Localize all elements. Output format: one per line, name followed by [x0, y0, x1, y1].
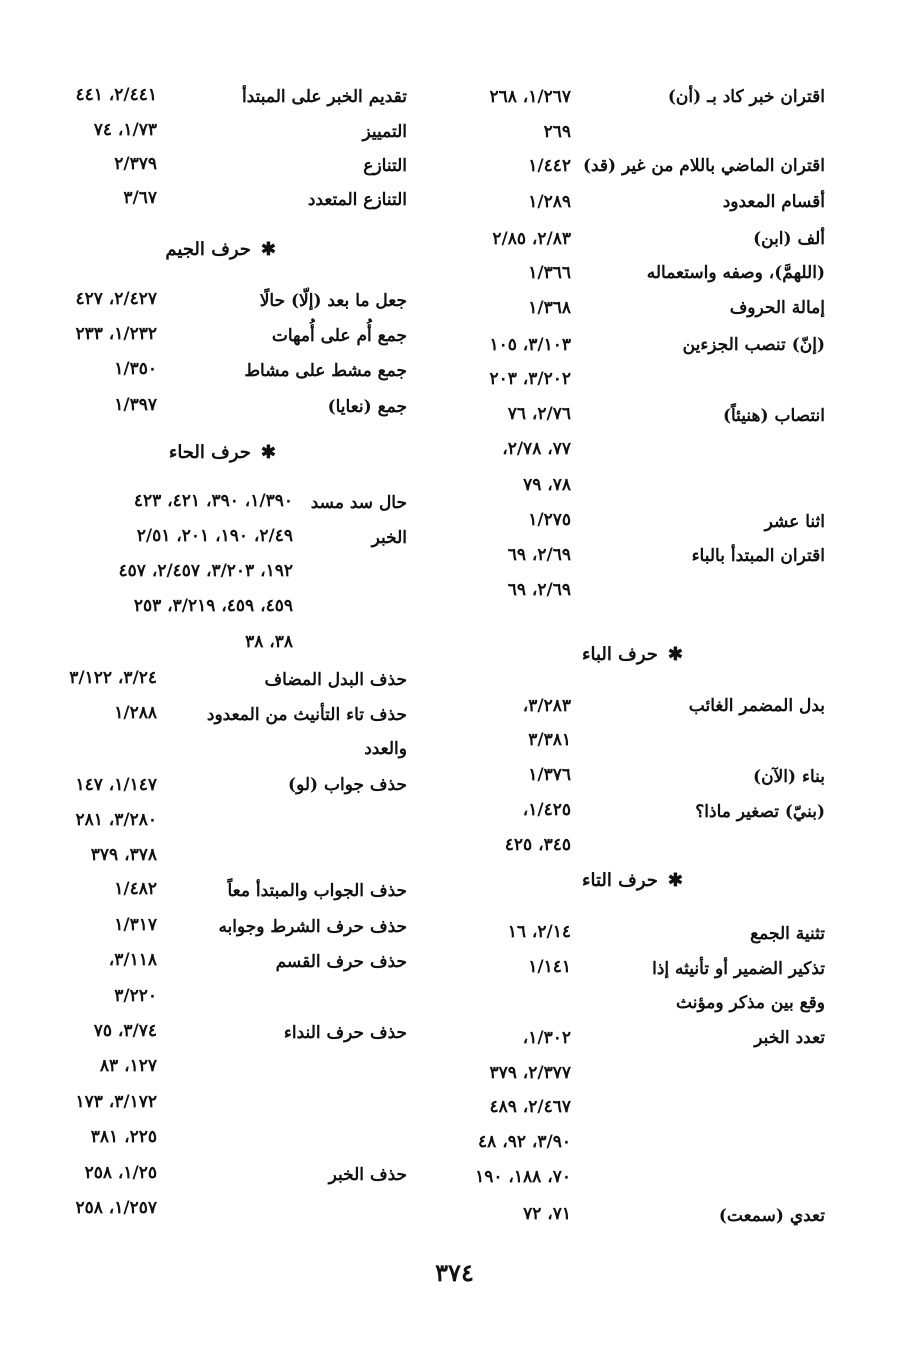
index-term: جعل ما بعد (إلّا) حالًا — [259, 291, 407, 311]
page-reference: ٢/٦٩، ٦٩ — [507, 580, 571, 600]
index-term: تقديم الخبر على المبتدأ — [241, 87, 407, 107]
index-term: بدل المضمر الغائب — [688, 696, 825, 716]
index-term: التنازع — [363, 156, 407, 176]
page-reference: ١/٣١٧ — [114, 915, 157, 935]
page-reference: ١/٤٨٢ — [114, 879, 157, 899]
index-term: جمع (نعايا) — [327, 397, 407, 417]
page-reference: ١/٢٧٥ — [528, 510, 571, 530]
index-term: (إنّ) تنصب الجزءين — [682, 335, 825, 355]
page-reference: ٢٢٥، ٣٨١ — [90, 1127, 157, 1147]
page-reference: ٣/٢٠٢، ٢٠٣ — [489, 369, 571, 389]
page-reference: ٢/١٤، ١٦ — [507, 922, 571, 942]
index-term: التنازع المتعدد — [307, 190, 407, 210]
index-term: حذف تاء التأنيث من المعدود — [206, 705, 407, 725]
index-term: إمالة الحروف — [729, 298, 825, 318]
index-term: حذف البدل المضاف — [264, 670, 407, 690]
index-term: حذف الجواب والمبتدأ معاً — [227, 881, 407, 901]
page-reference: ٢/٤٤١، ٤٤١ — [75, 85, 157, 105]
page-reference: ١/٣٠٢، — [522, 1028, 571, 1048]
page-reference: ٢/٤٢٧، ٤٢٧ — [75, 289, 157, 309]
index-term: تعدد الخبر — [754, 1028, 825, 1048]
page-reference: ١/١٤٧، ١٤٧ — [75, 775, 157, 795]
page-reference: ٣٧٨، ٣٧٩ — [90, 845, 157, 865]
star-icon: ✱ — [260, 239, 276, 260]
page-reference: ٢/٨٣، ٢/٨٥ — [492, 229, 571, 249]
page-reference: ٧٧، ٢/٧٨، — [502, 439, 571, 459]
index-term: ألف (ابن) — [753, 229, 825, 249]
page-reference: ٢/٦٩، ٦٩ — [507, 545, 571, 565]
page-reference: ١/٢٥، ٢٥٨ — [84, 1163, 157, 1183]
index-term: وقع بين مذكر ومؤنث — [676, 993, 825, 1013]
page-reference: ١/٣٦٨ — [528, 298, 571, 318]
star-icon: ✱ — [667, 870, 683, 891]
page-reference: ١/٣٧٦ — [528, 765, 571, 785]
page-reference: ١/٤٤٢ — [528, 156, 571, 176]
star-icon: ✱ — [260, 442, 276, 463]
page-reference: ١/٣٩٧ — [114, 395, 157, 415]
page-reference: ١٩٢، ٣/٢٠٣، ٢/٤٥٧، ٤٥٧ — [118, 561, 293, 581]
page-reference: ١٢٧، ٨٣ — [99, 1056, 157, 1076]
index-term: حذف جواب (لو) — [288, 775, 407, 795]
page-reference: ١/٢٨٨ — [114, 703, 157, 723]
page-reference: ١/٧٣، ٧٤ — [93, 120, 157, 140]
index-term: جمع مشط على مشاط — [244, 361, 407, 381]
page-reference: ٢/٤٦٧، ٤٨٩ — [489, 1097, 571, 1117]
index-term: حذف الخبر — [328, 1165, 407, 1185]
page-reference: ٣/٢٤، ٣/١٢٢ — [69, 668, 157, 688]
index-term: بناء (الآن) — [753, 767, 825, 787]
page-reference: ١/٢٣٢، ٢٣٣ — [75, 324, 157, 344]
page-reference: ٢/٤٩، ١٩٠، ٢٠١، ٢/٥١ — [136, 526, 293, 546]
section-heading: ✱حرف الحاء — [168, 442, 276, 463]
page-reference: ٢٦٩ — [543, 122, 571, 142]
page-reference: ٧١، ٧٢ — [523, 1204, 571, 1224]
page-reference: ١/٢٦٧، ٢٦٨ — [489, 87, 571, 107]
page-reference: ٣/٩٠، ٩٢، ٤٨ — [478, 1132, 571, 1152]
index-term: اقتران المبتدأ بالباء — [691, 546, 825, 566]
index-term: حال سد مسد — [310, 493, 407, 513]
page-reference: ٣٤٥، ٤٢٥ — [504, 835, 571, 855]
index-term: حذف حرف الشرط وجوابه — [218, 917, 407, 937]
index-term: (بنيّ) تصغير ماذا؟ — [695, 802, 825, 822]
index-term: تثنية الجمع — [750, 924, 825, 944]
page-reference: ١/٢٥٧، ٢٥٨ — [75, 1198, 157, 1218]
index-term: (اللهمَّ)، وصفه واستعماله — [646, 263, 825, 283]
page-reference: ٣/٦٧ — [123, 188, 157, 208]
page-reference: ١/٣٦٦ — [528, 263, 571, 283]
page-reference: ١/٣٥٠ — [114, 359, 157, 379]
section-heading: ✱حرف الجيم — [165, 239, 276, 260]
index-term: حذف حرف القسم — [275, 952, 407, 972]
section-heading: ✱حرف التاء — [582, 870, 683, 891]
index-term: أقسام المعدود — [722, 192, 825, 212]
star-icon: ✱ — [667, 644, 683, 665]
index-term: الخبر — [371, 528, 407, 548]
page-reference: ٧٨، ٧٩ — [523, 475, 571, 495]
page-reference: ٢/٣٧٩ — [114, 154, 157, 174]
page-reference: ٢/٣٧٧، ٣٧٩ — [489, 1063, 571, 1083]
page-reference: ٣٨، ٣٨ — [245, 632, 293, 652]
page-reference: ١/٤٢٥، — [522, 800, 571, 820]
page-reference: ١/٢٨٩ — [528, 192, 571, 212]
index-term: اقتران الماضي باللام من غير (قد) — [582, 156, 825, 176]
page-reference: ٣/١٧٢، ١٧٣ — [75, 1092, 157, 1112]
page-reference: ٧٠، ١٨٨، ١٩٠ — [475, 1167, 571, 1187]
page-reference: ٣/٢٨٠، ٢٨١ — [75, 810, 157, 830]
section-heading: ✱حرف الباء — [582, 644, 683, 665]
page-reference: ٣/٢٨٣، — [522, 696, 571, 716]
page-reference: ٣/٧٤، ٧٥ — [93, 1021, 157, 1041]
index-term: والعدد — [364, 739, 407, 759]
page-reference: ٣/١٠٣، ١٠٥ — [489, 335, 571, 355]
index-term: انتصاب (هنيئاً) — [722, 406, 825, 426]
page-reference: ١/٣٩٠، ٣٩٠، ٤٢١، ٤٢٣ — [133, 491, 293, 511]
page-reference: ٣/٣٨١ — [528, 730, 571, 750]
index-term: اقتران خبر كاد بـ (أن) — [667, 87, 825, 107]
index-term: تذكير الضمير أو تأنيثه إذا — [652, 959, 825, 979]
page-reference: ٢/٧٦، ٧٦ — [507, 404, 571, 424]
index-term: اثنا عشر — [764, 512, 825, 532]
index-term: حذف حرف النداء — [283, 1023, 407, 1043]
page-reference: ٤٥٩، ٤٥٩، ٣/٢١٩، ٢٥٣ — [133, 596, 293, 616]
index-term: تعدي (سمعت) — [718, 1206, 825, 1226]
page-reference: ٣/١١٨، — [108, 950, 157, 970]
index-term: التمييز — [362, 122, 407, 142]
index-term: جمع أُم على أُمهات — [271, 326, 407, 346]
page-number: ٣٧٤ — [435, 1258, 474, 1287]
page-reference: ٣/٢٢٠ — [114, 986, 157, 1006]
page-reference: ١/١٤١ — [528, 957, 571, 977]
